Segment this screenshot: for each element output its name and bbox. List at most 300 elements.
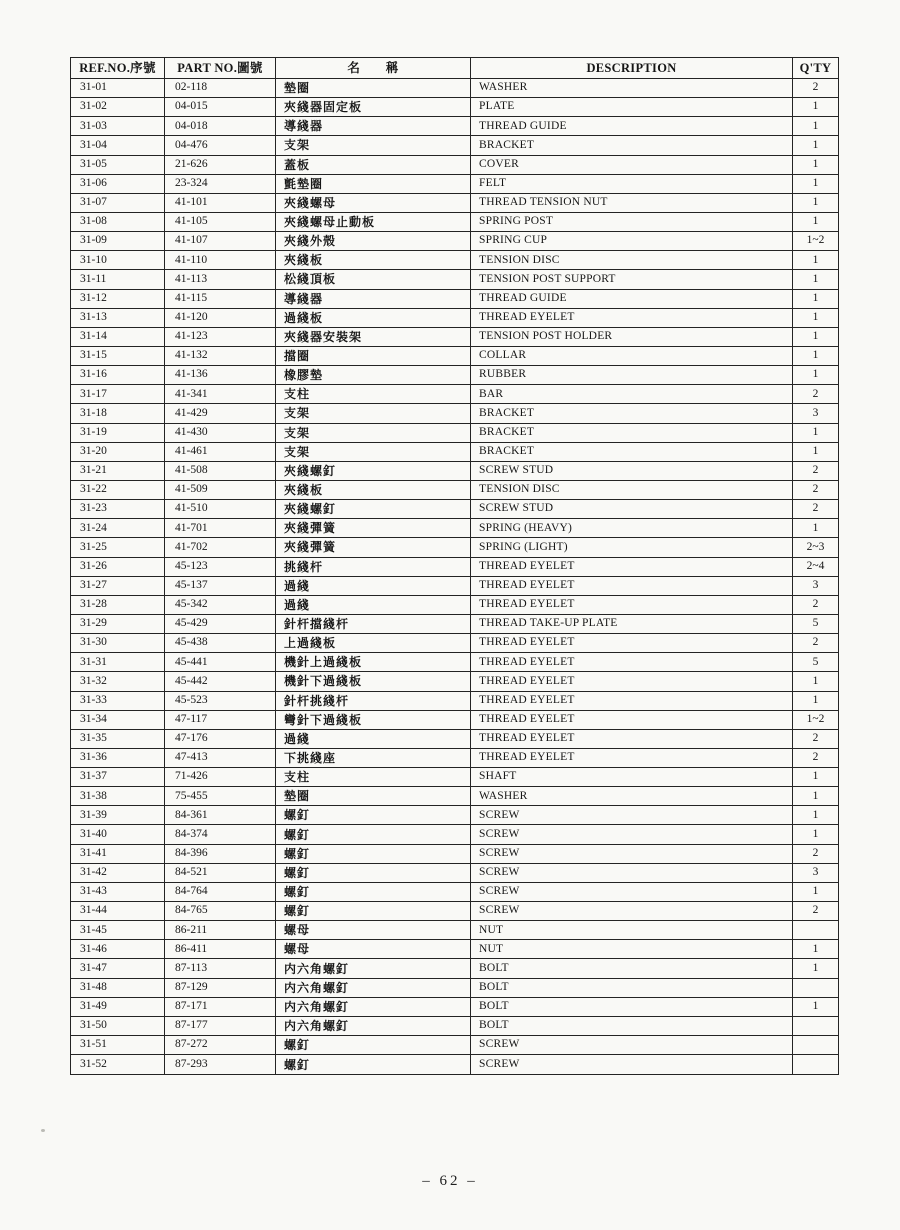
qty-cell: 2 <box>793 461 839 480</box>
table-row <box>71 79 839 98</box>
ref-no-cell: 31-31 <box>71 653 165 672</box>
table-row <box>71 442 839 461</box>
name-cell: 支架 <box>276 404 471 423</box>
ref-no-cell: 31-44 <box>71 902 165 921</box>
ref-no-cell: 31-27 <box>71 576 165 595</box>
qty-cell: 2 <box>793 595 839 614</box>
description-cell: SHAFT <box>471 768 793 787</box>
description-cell: THREAD GUIDE <box>471 289 793 308</box>
description-cell: BOLT <box>471 959 793 978</box>
table-row <box>71 710 839 729</box>
table-row <box>71 997 839 1016</box>
qty-cell: 1 <box>793 136 839 155</box>
table-row <box>71 232 839 251</box>
ref-no-cell: 31-13 <box>71 308 165 327</box>
qty-cell <box>793 1016 839 1035</box>
table-row <box>71 193 839 212</box>
table-row <box>71 461 839 480</box>
part-no-cell: 45-137 <box>165 576 276 595</box>
qty-cell: 1 <box>793 959 839 978</box>
qty-cell: 1 <box>793 98 839 117</box>
description-cell: TENSION DISC <box>471 251 793 270</box>
description-cell: THREAD EYELET <box>471 672 793 691</box>
description-cell: PLATE <box>471 98 793 117</box>
qty-cell: 1 <box>793 882 839 901</box>
table-row <box>71 844 839 863</box>
qty-cell <box>793 978 839 997</box>
qty-cell: 1 <box>793 155 839 174</box>
name-cell: 機針下過綫板 <box>276 672 471 691</box>
part-no-cell: 45-123 <box>165 557 276 576</box>
table-row <box>71 672 839 691</box>
ref-no-cell: 31-11 <box>71 270 165 289</box>
part-no-cell: 41-105 <box>165 212 276 231</box>
name-cell: 松綫頂板 <box>276 270 471 289</box>
name-cell: 蓋板 <box>276 155 471 174</box>
table-row <box>71 882 839 901</box>
ref-no-cell: 31-52 <box>71 1055 165 1075</box>
ref-no-cell: 31-50 <box>71 1016 165 1035</box>
name-cell: 螺母 <box>276 940 471 959</box>
ref-no-cell: 31-06 <box>71 174 165 193</box>
part-no-cell: 41-120 <box>165 308 276 327</box>
description-cell: SPRING POST <box>471 212 793 231</box>
ref-no-cell: 31-35 <box>71 729 165 748</box>
ref-no-cell: 31-37 <box>71 768 165 787</box>
description-cell: THREAD EYELET <box>471 653 793 672</box>
qty-cell: 1 <box>793 193 839 212</box>
description-cell: SCREW <box>471 882 793 901</box>
name-cell: 支柱 <box>276 768 471 787</box>
name-cell: 過綫 <box>276 729 471 748</box>
name-cell: 過綫 <box>276 595 471 614</box>
qty-cell: 1 <box>793 366 839 385</box>
description-cell: SPRING (LIGHT) <box>471 538 793 557</box>
name-cell: 機針上過綫板 <box>276 653 471 672</box>
part-no-cell: 87-177 <box>165 1016 276 1035</box>
ref-no-cell: 31-46 <box>71 940 165 959</box>
part-no-cell: 41-110 <box>165 251 276 270</box>
description-cell: THREAD TAKE-UP PLATE <box>471 614 793 633</box>
name-cell: 氈墊圈 <box>276 174 471 193</box>
name-cell: 螺釘 <box>276 882 471 901</box>
description-cell: BOLT <box>471 1016 793 1035</box>
name-cell: 夾綫板 <box>276 251 471 270</box>
part-no-cell: 87-272 <box>165 1036 276 1055</box>
page-number: – 62 – <box>422 1173 478 1189</box>
qty-cell: 2~3 <box>793 538 839 557</box>
qty-cell: 2 <box>793 385 839 404</box>
part-no-cell: 41-115 <box>165 289 276 308</box>
table-row <box>71 557 839 576</box>
qty-cell <box>793 1055 839 1075</box>
qty-cell: 1~2 <box>793 710 839 729</box>
table-row <box>71 634 839 653</box>
description-cell: SPRING (HEAVY) <box>471 519 793 538</box>
description-cell: THREAD EYELET <box>471 748 793 767</box>
table-row <box>71 327 839 346</box>
description-cell: THREAD EYELET <box>471 308 793 327</box>
name-cell: 支架 <box>276 136 471 155</box>
name-cell: 内六角螺釘 <box>276 997 471 1016</box>
qty-cell: 1 <box>793 423 839 442</box>
qty-cell: 1 <box>793 997 839 1016</box>
ref-no-cell: 31-16 <box>71 366 165 385</box>
qty-cell: 2 <box>793 500 839 519</box>
table-row <box>71 595 839 614</box>
ref-no-cell: 31-36 <box>71 748 165 767</box>
name-cell: 螺釘 <box>276 863 471 882</box>
description-cell: BRACKET <box>471 404 793 423</box>
name-cell: 螺釘 <box>276 1055 471 1075</box>
qty-cell: 2~4 <box>793 557 839 576</box>
description-cell: SCREW <box>471 844 793 863</box>
qty-cell <box>793 921 839 940</box>
qty-cell: 1 <box>793 691 839 710</box>
ref-no-cell: 31-45 <box>71 921 165 940</box>
description-cell: FELT <box>471 174 793 193</box>
header-name: 名 稱 <box>276 58 471 79</box>
qty-cell: 1 <box>793 825 839 844</box>
parts-table-header <box>71 58 839 79</box>
part-no-cell: 75-455 <box>165 787 276 806</box>
table-row <box>71 921 839 940</box>
part-no-cell: 87-129 <box>165 978 276 997</box>
qty-cell: 1 <box>793 327 839 346</box>
name-cell: 夾綫外殼 <box>276 232 471 251</box>
ref-no-cell: 31-39 <box>71 806 165 825</box>
part-no-cell: 23-324 <box>165 174 276 193</box>
ref-no-cell: 31-51 <box>71 1036 165 1055</box>
qty-cell: 1 <box>793 289 839 308</box>
name-cell: 螺釘 <box>276 825 471 844</box>
qty-cell: 5 <box>793 614 839 633</box>
table-row <box>71 404 839 423</box>
ref-no-cell: 31-41 <box>71 844 165 863</box>
part-no-cell: 41-702 <box>165 538 276 557</box>
qty-cell: 1 <box>793 806 839 825</box>
table-row <box>71 385 839 404</box>
ref-no-cell: 31-12 <box>71 289 165 308</box>
table-row <box>71 308 839 327</box>
description-cell: COLLAR <box>471 346 793 365</box>
description-cell: NUT <box>471 940 793 959</box>
part-no-cell: 04-018 <box>165 117 276 136</box>
description-cell: SCREW <box>471 806 793 825</box>
name-cell: 上過綫板 <box>276 634 471 653</box>
header-row <box>71 58 839 79</box>
description-cell: BRACKET <box>471 442 793 461</box>
qty-cell: 1 <box>793 442 839 461</box>
table-row <box>71 806 839 825</box>
description-cell: WASHER <box>471 787 793 806</box>
part-no-cell: 45-438 <box>165 634 276 653</box>
part-no-cell: 87-171 <box>165 997 276 1016</box>
table-row <box>71 768 839 787</box>
ref-no-cell: 31-48 <box>71 978 165 997</box>
name-cell: 螺釘 <box>276 806 471 825</box>
part-no-cell: 41-429 <box>165 404 276 423</box>
qty-cell: 2 <box>793 748 839 767</box>
qty-cell: 2 <box>793 844 839 863</box>
name-cell: 墊圈 <box>276 79 471 98</box>
part-no-cell: 47-413 <box>165 748 276 767</box>
ref-no-cell: 31-20 <box>71 442 165 461</box>
part-no-cell: 84-521 <box>165 863 276 882</box>
description-cell: THREAD EYELET <box>471 691 793 710</box>
ref-no-cell: 31-18 <box>71 404 165 423</box>
name-cell: 螺母 <box>276 921 471 940</box>
table-row <box>71 480 839 499</box>
ref-no-cell: 31-32 <box>71 672 165 691</box>
part-no-cell: 45-342 <box>165 595 276 614</box>
header-ref-no: REF.NO.序號 <box>71 58 165 79</box>
qty-cell: 1 <box>793 251 839 270</box>
name-cell: 夾綫器固定板 <box>276 98 471 117</box>
name-cell: 下挑綫座 <box>276 748 471 767</box>
qty-cell: 3 <box>793 863 839 882</box>
qty-cell: 2 <box>793 79 839 98</box>
ref-no-cell: 31-23 <box>71 500 165 519</box>
part-no-cell: 45-441 <box>165 653 276 672</box>
name-cell: 夾綫彈簧 <box>276 538 471 557</box>
qty-cell: 1 <box>793 117 839 136</box>
name-cell: 夾綫板 <box>276 480 471 499</box>
part-no-cell: 41-510 <box>165 500 276 519</box>
description-cell: SCREW <box>471 863 793 882</box>
table-row <box>71 136 839 155</box>
part-no-cell: 71-426 <box>165 768 276 787</box>
name-cell: 夾綫螺釘 <box>276 461 471 480</box>
table-row <box>71 270 839 289</box>
header-description: DESCRIPTION <box>471 58 793 79</box>
name-cell: 墊圈 <box>276 787 471 806</box>
ref-no-cell: 31-07 <box>71 193 165 212</box>
description-cell: SCREW STUD <box>471 461 793 480</box>
name-cell: 支架 <box>276 442 471 461</box>
name-cell: 擋圈 <box>276 346 471 365</box>
description-cell: BRACKET <box>471 136 793 155</box>
name-cell: 過綫板 <box>276 308 471 327</box>
table-row <box>71 1016 839 1035</box>
table-row <box>71 748 839 767</box>
table-row <box>71 1055 839 1075</box>
ref-no-cell: 31-38 <box>71 787 165 806</box>
ref-no-cell: 31-04 <box>71 136 165 155</box>
name-cell: 支架 <box>276 423 471 442</box>
part-no-cell: 47-117 <box>165 710 276 729</box>
qty-cell: 1 <box>793 672 839 691</box>
qty-cell: 1 <box>793 940 839 959</box>
part-no-cell: 41-461 <box>165 442 276 461</box>
description-cell: SCREW <box>471 902 793 921</box>
name-cell: 内六角螺釘 <box>276 959 471 978</box>
ref-no-cell: 31-33 <box>71 691 165 710</box>
part-no-cell: 84-764 <box>165 882 276 901</box>
table-row <box>71 212 839 231</box>
qty-cell: 1 <box>793 174 839 193</box>
table-row <box>71 366 839 385</box>
table-row <box>71 729 839 748</box>
description-cell: SCREW <box>471 825 793 844</box>
table-row <box>71 289 839 308</box>
part-no-cell: 47-176 <box>165 729 276 748</box>
name-cell: 夾綫螺母止動板 <box>276 212 471 231</box>
table-row <box>71 959 839 978</box>
qty-cell: 1 <box>793 270 839 289</box>
ref-no-cell: 31-03 <box>71 117 165 136</box>
part-no-cell: 41-101 <box>165 193 276 212</box>
part-no-cell: 84-361 <box>165 806 276 825</box>
ref-no-cell: 31-02 <box>71 98 165 117</box>
parts-table <box>70 57 839 1075</box>
part-no-cell: 41-113 <box>165 270 276 289</box>
table-row <box>71 1036 839 1055</box>
description-cell: SCREW <box>471 1036 793 1055</box>
name-cell: 支柱 <box>276 385 471 404</box>
table-row <box>71 787 839 806</box>
description-cell: THREAD EYELET <box>471 557 793 576</box>
part-no-cell: 02-118 <box>165 79 276 98</box>
table-row <box>71 117 839 136</box>
ref-no-cell: 31-09 <box>71 232 165 251</box>
ref-no-cell: 31-40 <box>71 825 165 844</box>
part-no-cell: 86-411 <box>165 940 276 959</box>
part-no-cell: 41-508 <box>165 461 276 480</box>
part-no-cell: 86-211 <box>165 921 276 940</box>
description-cell: TENSION POST HOLDER <box>471 327 793 346</box>
table-row <box>71 500 839 519</box>
table-row <box>71 174 839 193</box>
qty-cell: 1 <box>793 346 839 365</box>
name-cell: 彎針下過綫板 <box>276 710 471 729</box>
description-cell: TENSION DISC <box>471 480 793 499</box>
qty-cell: 1 <box>793 308 839 327</box>
name-cell: 夾綫螺母 <box>276 193 471 212</box>
name-cell: 夾綫器安裝架 <box>276 327 471 346</box>
table-row <box>71 863 839 882</box>
name-cell: 導綫器 <box>276 289 471 308</box>
table-row <box>71 155 839 174</box>
ref-no-cell: 31-10 <box>71 251 165 270</box>
ref-no-cell: 31-14 <box>71 327 165 346</box>
description-cell: RUBBER <box>471 366 793 385</box>
ref-no-cell: 31-24 <box>71 519 165 538</box>
description-cell: THREAD EYELET <box>471 729 793 748</box>
name-cell: 挑綫杆 <box>276 557 471 576</box>
table-row <box>71 978 839 997</box>
table-row <box>71 691 839 710</box>
ref-no-cell: 31-28 <box>71 595 165 614</box>
part-no-cell: 87-293 <box>165 1055 276 1075</box>
part-no-cell: 04-476 <box>165 136 276 155</box>
description-cell: NUT <box>471 921 793 940</box>
description-cell: TENSION POST SUPPORT <box>471 270 793 289</box>
ref-no-cell: 31-08 <box>71 212 165 231</box>
qty-cell: 2 <box>793 729 839 748</box>
name-cell: 針杆挑綫杆 <box>276 691 471 710</box>
description-cell: SCREW <box>471 1055 793 1075</box>
name-cell: 内六角螺釘 <box>276 1016 471 1035</box>
description-cell: BOLT <box>471 997 793 1016</box>
ref-no-cell: 31-25 <box>71 538 165 557</box>
part-no-cell: 84-374 <box>165 825 276 844</box>
part-no-cell: 41-132 <box>165 346 276 365</box>
table-row <box>71 98 839 117</box>
description-cell: BOLT <box>471 978 793 997</box>
part-no-cell: 84-765 <box>165 902 276 921</box>
ref-no-cell: 31-26 <box>71 557 165 576</box>
description-cell: COVER <box>471 155 793 174</box>
qty-cell: 1 <box>793 212 839 231</box>
description-cell: THREAD TENSION NUT <box>471 193 793 212</box>
table-row <box>71 346 839 365</box>
table-row <box>71 576 839 595</box>
table-row <box>71 538 839 557</box>
name-cell: 螺釘 <box>276 844 471 863</box>
ref-no-cell: 31-01 <box>71 79 165 98</box>
part-no-cell: 41-107 <box>165 232 276 251</box>
part-no-cell: 21-626 <box>165 155 276 174</box>
qty-cell: 1 <box>793 519 839 538</box>
qty-cell: 1 <box>793 787 839 806</box>
ref-no-cell: 31-19 <box>71 423 165 442</box>
table-body <box>71 79 839 1075</box>
qty-cell: 1 <box>793 768 839 787</box>
table-row <box>71 653 839 672</box>
part-no-cell: 41-701 <box>165 519 276 538</box>
part-no-cell: 41-123 <box>165 327 276 346</box>
table-row <box>71 423 839 442</box>
description-cell: THREAD EYELET <box>471 710 793 729</box>
table-row <box>71 825 839 844</box>
table-row <box>71 251 839 270</box>
scan-speck-artifact <box>41 1129 45 1132</box>
table-row <box>71 614 839 633</box>
description-cell: THREAD EYELET <box>471 595 793 614</box>
qty-cell: 2 <box>793 902 839 921</box>
qty-cell: 2 <box>793 634 839 653</box>
name-cell: 螺釘 <box>276 902 471 921</box>
ref-no-cell: 31-17 <box>71 385 165 404</box>
qty-cell: 3 <box>793 404 839 423</box>
name-cell: 過綫 <box>276 576 471 595</box>
ref-no-cell: 31-47 <box>71 959 165 978</box>
ref-no-cell: 31-30 <box>71 634 165 653</box>
description-cell: THREAD GUIDE <box>471 117 793 136</box>
description-cell: THREAD EYELET <box>471 634 793 653</box>
table-row <box>71 519 839 538</box>
qty-cell: 2 <box>793 480 839 499</box>
name-cell: 螺釘 <box>276 1036 471 1055</box>
description-cell: WASHER <box>471 79 793 98</box>
name-cell: 夾綫螺釘 <box>276 500 471 519</box>
part-no-cell: 84-396 <box>165 844 276 863</box>
ref-no-cell: 31-34 <box>71 710 165 729</box>
part-no-cell: 45-523 <box>165 691 276 710</box>
part-no-cell: 45-429 <box>165 614 276 633</box>
description-cell: BRACKET <box>471 423 793 442</box>
ref-no-cell: 31-22 <box>71 480 165 499</box>
part-no-cell: 87-113 <box>165 959 276 978</box>
description-cell: THREAD EYELET <box>471 576 793 595</box>
name-cell: 針杆擋綫杆 <box>276 614 471 633</box>
header-qty: Q'TY <box>793 58 839 79</box>
description-cell: SCREW STUD <box>471 500 793 519</box>
name-cell: 導綫器 <box>276 117 471 136</box>
qty-cell: 5 <box>793 653 839 672</box>
ref-no-cell: 31-15 <box>71 346 165 365</box>
